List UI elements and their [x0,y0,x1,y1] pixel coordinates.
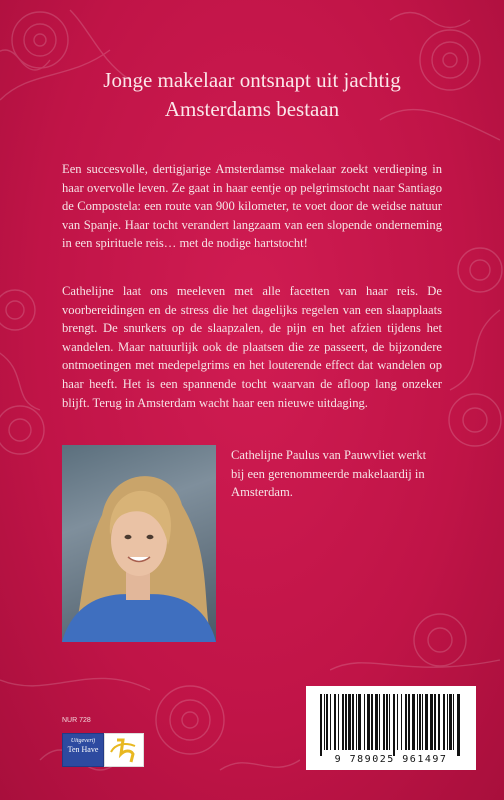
barcode-bar [443,694,445,750]
barcode-bar [356,694,357,750]
headline [20,66,484,124]
author-portrait-illustration [62,445,216,642]
barcode-bar [330,694,331,750]
barcode-bar [393,694,395,756]
headline-line-2: Amsterdams bestaan [164,97,340,121]
publisher-emblem-icon [104,733,144,767]
barcode-bar [367,694,370,750]
barcode-bar [397,694,398,750]
barcode-bar [338,694,339,750]
barcode-bar [326,694,328,750]
barcode-bar [345,694,347,750]
barcode-bar [334,694,336,750]
barcode-bar [324,694,325,750]
barcode-bar [342,694,344,750]
isbn-number: 9 789025 961497 [334,754,448,765]
blurb-paragraph-2: Cathelijne laat ons meeleven met alle facetten van haar reis. De voorbereidingen en de stress die het dagelijks regelen van een slaapplaats brengt. De snurkers op de slaapzalen, de pijn en het afzien tijdens het wandelen. Maar natuurlijk ook de plaatsen die ze passeert, de bijzondere ontmoetingen met medepelgrims en het louterende effect dat wandelen op haar heeft. Het is een spannende tocht waarvan de afloop lang onzeker blijft. Terug in Amsterdam wacht haar een nieuwe uitdaging. [62,284,442,410]
barcode-bar [422,694,423,750]
floral-ornament-right [440,220,504,520]
barcode-bar [386,694,388,750]
barcode-bar [447,694,448,750]
author-photo [62,445,216,642]
barcode-bar [371,694,373,750]
floral-ornament-left [0,250,60,510]
barcode-bar [375,694,378,750]
barcode-bar [408,694,410,750]
floral-ornament-bottom-right [330,590,504,700]
barcode-bar [434,694,436,750]
barcode-bar [364,694,365,750]
barcode-bar [417,694,418,750]
publisher-label-name: Ten Have [67,745,99,754]
barcode-bar [352,694,354,750]
barcode-bar [412,694,415,750]
barcode-bar [401,694,402,750]
barcode-bar [449,694,452,750]
barcode-bar [425,694,428,750]
floral-ornament-bottom-left [0,640,300,800]
barcode-bar [389,694,390,750]
barcode-bar [430,694,433,750]
barcode-bar [438,694,440,750]
publisher-label-small: Uitgeverij [70,738,96,744]
barcode-bar [320,694,322,756]
barcode-bar [358,694,361,750]
publisher-logo [62,733,104,767]
barcode-bar [419,694,421,750]
nur-code: NUR 728 [62,717,91,724]
headline-line-1: Jonge makelaar ontsnapt uit jachtig [103,68,401,92]
barcode-bar [457,694,460,756]
barcode-bar [348,694,351,750]
barcode-bar [383,694,385,750]
blurb-paragraph-1: Een succesvolle, dertigjarige Amsterdamse makelaar zoekt verdieping in haar overvolle leven. Ze gaat in haar eentje op pelgrimstocht naar Santiago de Compostela: een route van 900 kilometer, te voet door de weidse natuur van Spanje. Haar tocht verandert langzaam van een slopende onderneming in een spirituele reis… met de nodige hartstocht! [62,162,442,251]
barcode [306,686,476,770]
barcode-bar [379,694,380,750]
author-bio: Cathelijne Paulus van Pauwvliet werkt bij een gerenommeerde makelaardij in Amsterdam. [231,448,427,500]
barcode-bar [453,694,454,750]
barcode-bar [405,694,407,750]
